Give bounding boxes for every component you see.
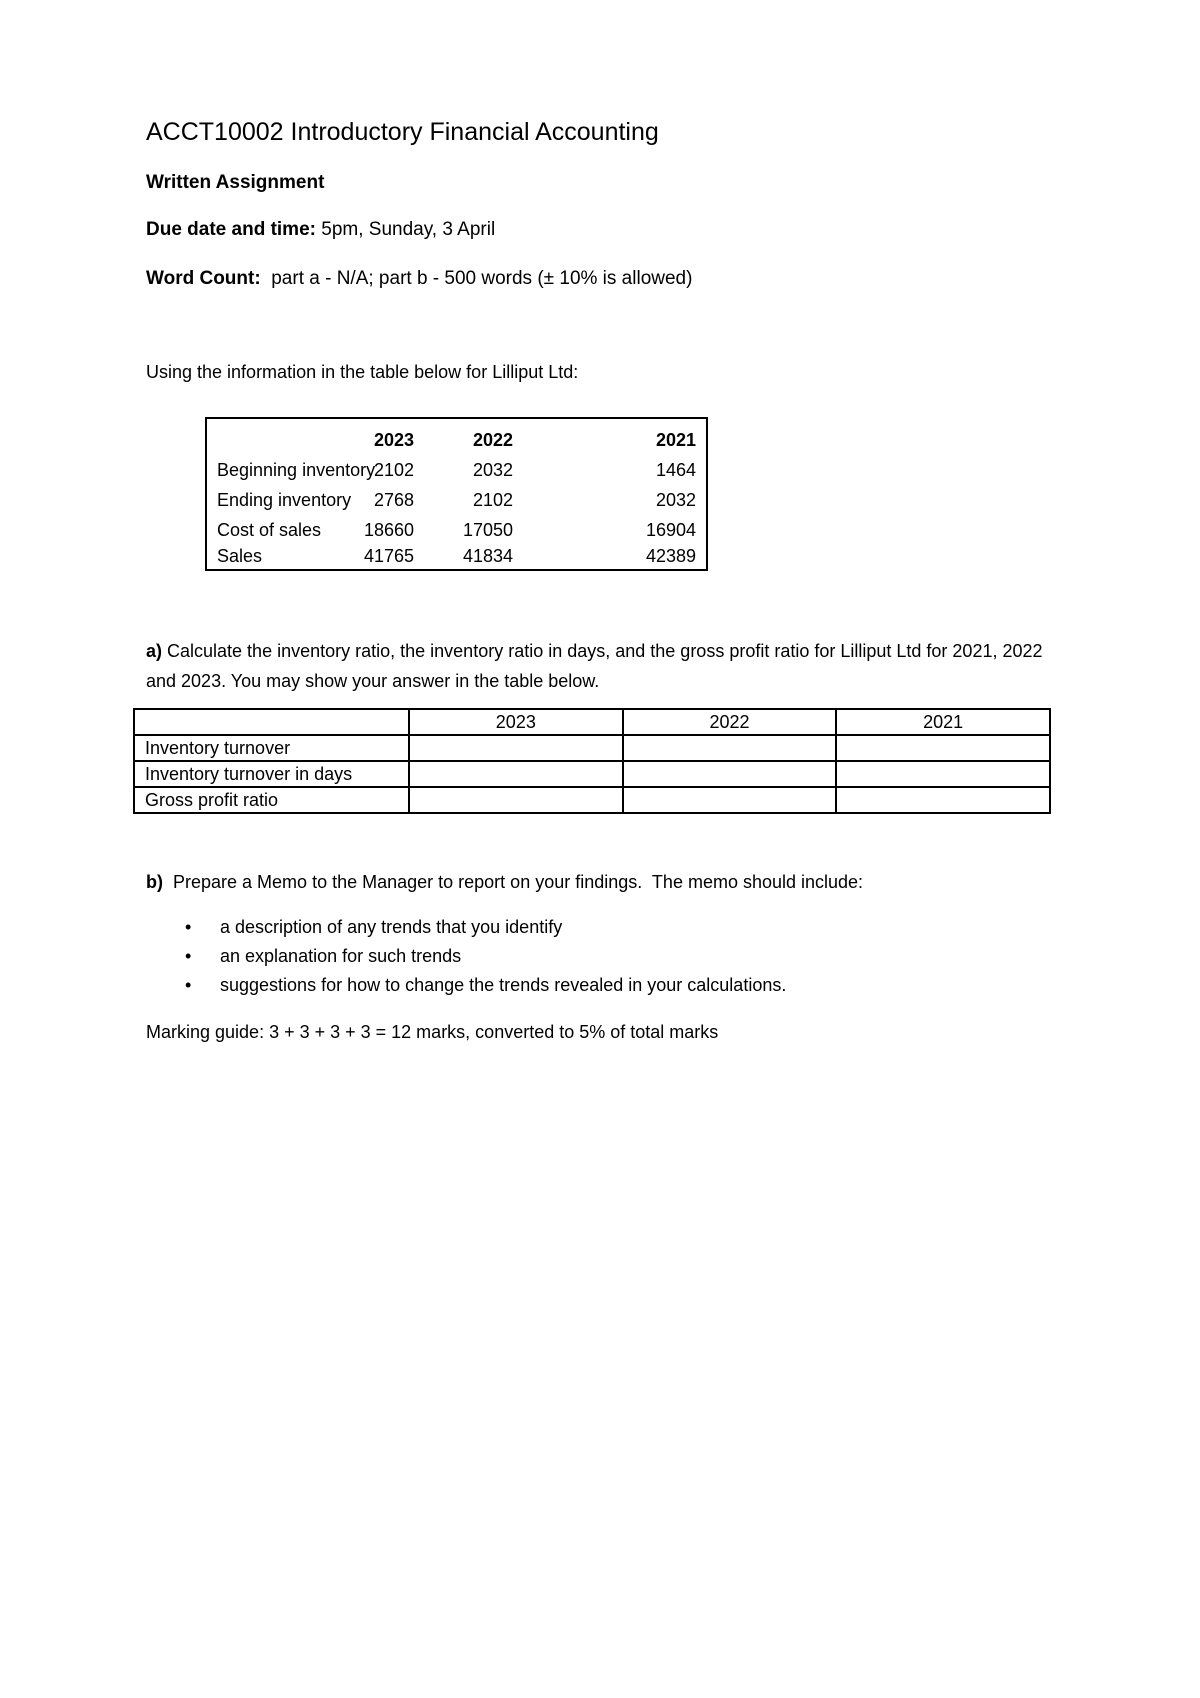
table-row (134, 761, 1050, 787)
inventory-data-table (205, 417, 708, 571)
answer-cell[interactable] (836, 735, 1050, 761)
data-table-col-header: 2021 (655, 430, 696, 450)
table-cell: 41834 (462, 546, 513, 566)
row-label: Cost of sales (217, 520, 322, 540)
table-cell: 2102 (373, 460, 414, 480)
question-a-text: Calculate the inventory ratio, the inventory ratio in days, and the gross profit ratio for Lilliput Ltd for 2021, 2022 and 2023. You may show your answer in the table below. (146, 641, 1043, 691)
row-label: Gross profit ratio (134, 787, 409, 813)
answer-table-col-header: 2023 (409, 709, 623, 735)
answer-table-col-header: 2021 (836, 709, 1050, 735)
table-cell: 2768 (373, 490, 414, 510)
row-label: Sales (217, 546, 263, 566)
table-cell: 2032 (655, 490, 696, 510)
bullet-icon: • (185, 917, 192, 937)
question-b-text: Prepare a Memo to the Manager to report on your findings. The memo should include: (163, 872, 864, 892)
question-b-marker: b) (146, 872, 163, 892)
table-cell: 1464 (655, 460, 696, 480)
word-count-line (146, 268, 692, 290)
table-cell: 2102 (472, 490, 513, 510)
question-a (146, 636, 1066, 696)
answer-table (133, 708, 1051, 823)
bullet-icon: • (185, 975, 192, 995)
list-item: an explanation for such trends (220, 946, 462, 966)
row-label: Ending inventory (217, 490, 352, 510)
answer-table-header-row (134, 709, 1050, 735)
answer-cell[interactable] (836, 761, 1050, 787)
row-label: Beginning inventory (217, 460, 376, 480)
data-table-header-row (207, 425, 706, 455)
table-cell: 18660 (363, 520, 414, 540)
answer-cell[interactable] (623, 735, 837, 761)
answer-cell[interactable] (409, 761, 623, 787)
answer-cell[interactable] (836, 787, 1050, 813)
table-cell: 42389 (645, 546, 696, 566)
table-row (207, 455, 706, 485)
table-cell: 2032 (472, 460, 513, 480)
intro-text: Using the information in the table below for Lilliput Ltd: (146, 362, 579, 382)
due-date-label: Due date and time: (146, 219, 316, 240)
table-cell: 16904 (645, 520, 696, 540)
list-item: suggestions for how to change the trends revealed in your calculations. (220, 975, 787, 995)
answer-cell[interactable] (623, 761, 837, 787)
table-row (207, 485, 706, 515)
table-row (207, 541, 706, 571)
list-item: a description of any trends that you identify (220, 917, 563, 937)
answer-cell[interactable] (623, 787, 837, 813)
table-cell: 17050 (462, 520, 513, 540)
due-date-line (146, 219, 495, 241)
row-label: Inventory turnover (134, 735, 409, 761)
question-a-marker: a) (146, 641, 163, 661)
marking-guide: Marking guide: 3 + 3 + 3 + 3 = 12 marks, converted to 5% of total marks (146, 1022, 719, 1042)
question-b (146, 872, 863, 893)
table-row (134, 787, 1050, 813)
document-title: ACCT10002 Introductory Financial Accounting (146, 118, 659, 146)
due-date-value: 5pm, Sunday, 3 April (315, 219, 496, 240)
data-table-col-header: 2023 (373, 430, 414, 450)
bullet-icon: • (185, 946, 192, 966)
data-table-col-header: 2022 (472, 430, 513, 450)
assignment-subtitle: Written Assignment (146, 172, 325, 193)
answer-cell[interactable] (409, 735, 623, 761)
answer-cell[interactable] (409, 787, 623, 813)
table-cell-empty (134, 709, 409, 735)
answer-table-col-header: 2022 (623, 709, 837, 735)
word-count-value: part a - N/A; part b - 500 words (± 10% is allowed) (260, 268, 693, 289)
row-label: Inventory turnover in days (134, 761, 409, 787)
table-row (134, 735, 1050, 761)
table-cell: 41765 (363, 546, 414, 566)
word-count-label: Word Count: (146, 268, 261, 289)
